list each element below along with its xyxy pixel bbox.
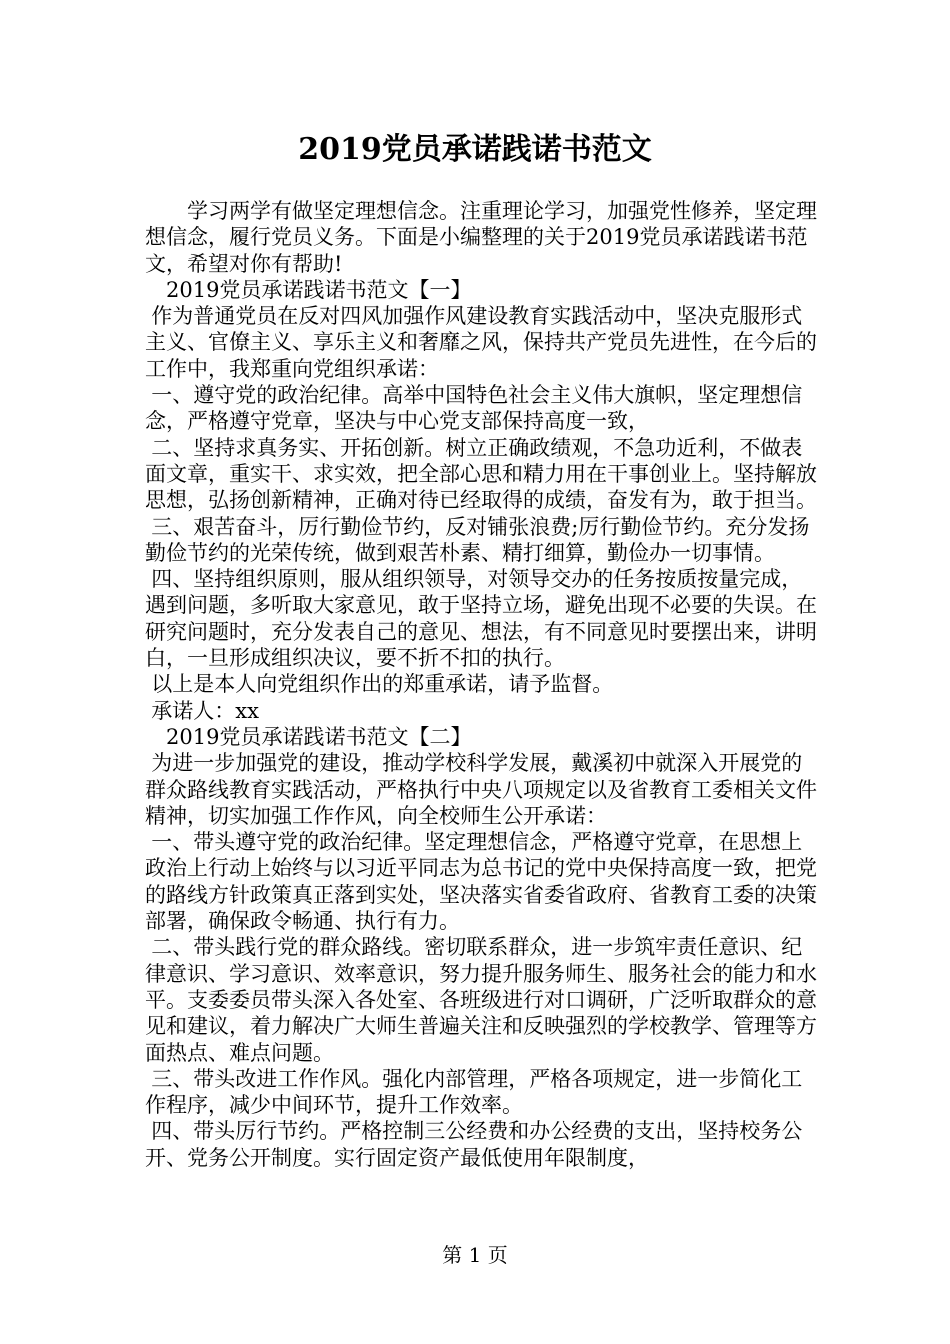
paragraph: 二、坚持求真务实、开拓创新。树立正确政绩观，不急功近利，不做表面文章，重实干、求实效，把全部心思和精力用在干事创业上。坚持解放思想，弘扬创新精神，正确对待已经取得的成绩，奋发有为，敢于担当。: [145, 435, 817, 513]
paragraph: 三、艰苦奋斗，厉行勤俭节约，反对铺张浪费;厉行勤俭节约。充分发扬勤俭节约的光荣传统，做到艰苦朴素、精打细算，勤俭办一切事情。: [145, 514, 810, 565]
paragraph: 2019党员承诺践诺书范文【二】: [166, 724, 472, 749]
document-body: [145, 198, 817, 1171]
paragraph: 四、带头厉行节约。严格控制三公经费和办公经费的支出，坚持校务公开、党务公开制度。实行固定资产最低使用年限制度，: [145, 1119, 803, 1170]
paragraph: 为进一步加强党的建设，推动学校科学发展，戴溪初中就深入开展党的群众路线教育实践活动，严格执行中央八项规定以及省教育工委相关文件精神，切实加强工作作风，向全校师生公开承诺：: [145, 751, 817, 828]
paragraph: 一、遵守党的政治纪律。高举中国特色社会主义伟大旗帜，坚定理想信念，严格遵守党章，坚决与中心党支部保持高度一致，: [145, 383, 803, 434]
paragraph: 承诺人：xx: [151, 698, 259, 723]
paragraph: 四、坚持组织原则，服从组织领导，对领导交办的任务按质按量完成，遇到问题，多听取大家意见，敢于坚持立场，避免出现不必要的失误。在研究问题时，充分发表自己的意见、想法，有不同意见时要摆出来，讲明白，一旦形成组织决议，要不折不扣的执行。: [145, 567, 817, 671]
paragraph: 二、带头践行党的群众路线。密切联系群众，进一步筑牢责任意识、纪律意识、学习意识、效率意识，努力提升服务师生、服务社会的能力和水平。支委委员带头深入各处室、各班级进行对口调研，广泛听取群众的意见和建议，着力解决广大师生普遍关注和反映强烈的学校教学、管理等方面热点、难点问题。: [145, 935, 817, 1065]
paragraph: 三、带头改进工作作风。强化内部管理，严格各项规定，进一步简化工作程序，减少中间环节，提升工作效率。: [145, 1066, 803, 1118]
document-title: 2019党员承诺践诺书范文: [298, 132, 652, 167]
paragraph: 2019党员承诺践诺书范文【一】: [166, 277, 472, 302]
paragraph: 作为普通党员在反对四风加强作风建设教育实践活动中，坚决克服形式主义、官僚主义、享乐主义和奢靡之风，保持共产党员先进性，在今后的工作中，我郑重向党组织承诺：: [145, 304, 817, 381]
paragraph: 学习两学有做坚定理想信念。注重理论学习，加强党性修养，坚定理想信念，履行党员义务。下面是小编整理的关于2019党员承诺践诺书范文，希望对你有帮助!: [145, 199, 817, 276]
paragraph: 一、带头遵守党的政治纪律。坚定理想信念，严格遵守党章，在思想上政治上行动上始终与以习近平同志为总书记的党中央保持高度一致，把党的路线方针政策真正落到实处，坚决落实省委省政府、省教育工委的决策部署，确保政令畅通、执行有力。: [145, 830, 817, 934]
page-number: 第 1 页: [442, 1243, 508, 1267]
paragraph: 以上是本人向党组织作出的郑重承诺，请予监督。: [151, 672, 614, 697]
